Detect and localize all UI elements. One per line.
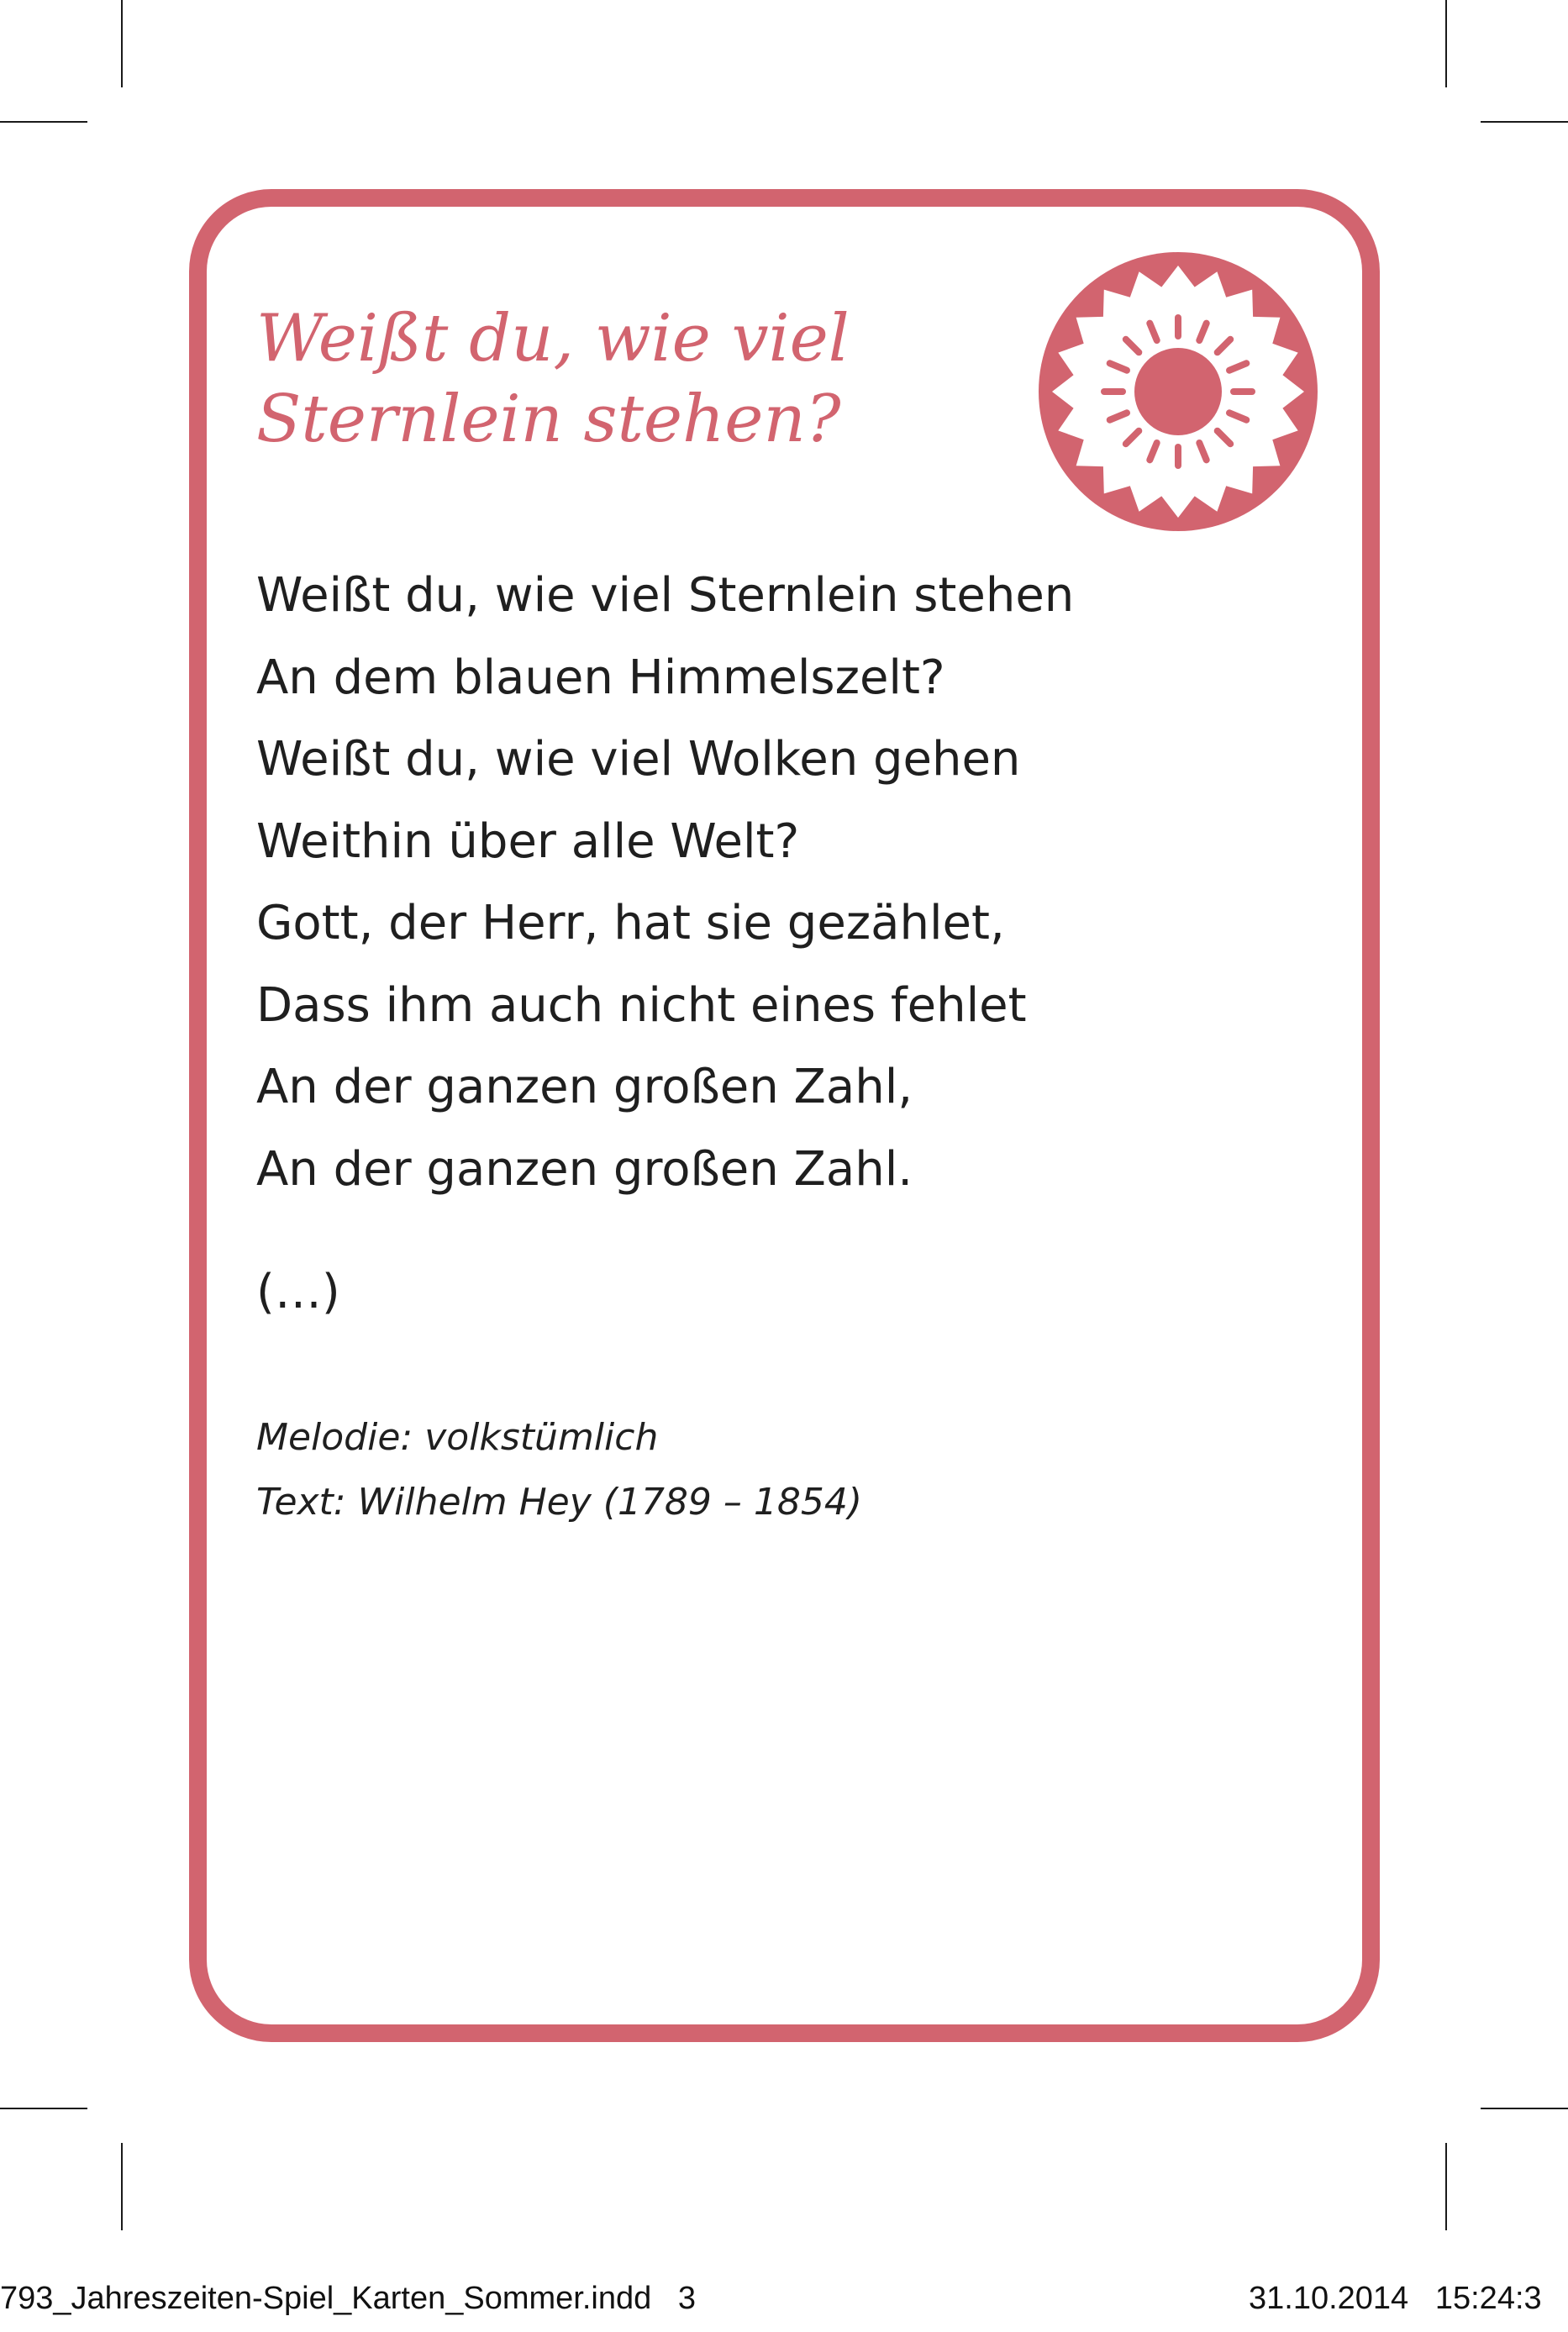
crop-mark-top-left-horizontal	[0, 121, 87, 123]
verse-line: An der ganzen großen Zahl,	[256, 1060, 913, 1114]
verse-line: Weißt du, wie viel Wolken gehen	[256, 732, 1021, 787]
verse-line: Gott, der Herr, hat sie gezählet,	[256, 896, 1005, 950]
text-credit: Text: Wilhelm Hey (1789 – 1854)	[256, 1481, 863, 1524]
verse-line: Weißt du, wie viel Sternlein stehen	[256, 568, 1075, 623]
song-credits	[256, 1405, 862, 1534]
verse-line: An dem blauen Himmelszelt?	[256, 650, 945, 705]
sun-icon	[1039, 252, 1318, 531]
crop-mark-bottom-left-vertical	[121, 2143, 123, 2230]
crop-mark-top-right-horizontal	[1481, 121, 1568, 123]
crop-mark-top-left-vertical	[121, 0, 123, 87]
melody-credit: Melodie: volkstümlich	[256, 1416, 659, 1459]
verse-line: Weithin über alle Welt?	[256, 813, 800, 869]
crop-mark-top-right-vertical	[1445, 0, 1447, 87]
song-title-line-2: Sternlein stehen?	[256, 382, 841, 457]
verse-text	[256, 555, 1074, 1210]
crop-mark-bottom-right-vertical	[1445, 2143, 1447, 2230]
crop-mark-bottom-right-horizontal	[1481, 2108, 1568, 2109]
verse-line: Dass ihm auch nicht eines fehlet	[256, 977, 1027, 1033]
song-title	[256, 298, 850, 460]
print-slug-timestamp: 31.10.2014 15:24:3	[1249, 2281, 1542, 2316]
verse-ellipsis: (…)	[256, 1265, 340, 1319]
song-title-line-1: Weißt du, wie viel	[256, 301, 850, 376]
crop-mark-bottom-left-horizontal	[0, 2108, 87, 2109]
verse-line: An der ganzen großen Zahl.	[256, 1141, 913, 1197]
print-slug-filename: 793_Jahreszeiten-Spiel_Karten_Sommer.indd 3	[0, 2281, 697, 2316]
